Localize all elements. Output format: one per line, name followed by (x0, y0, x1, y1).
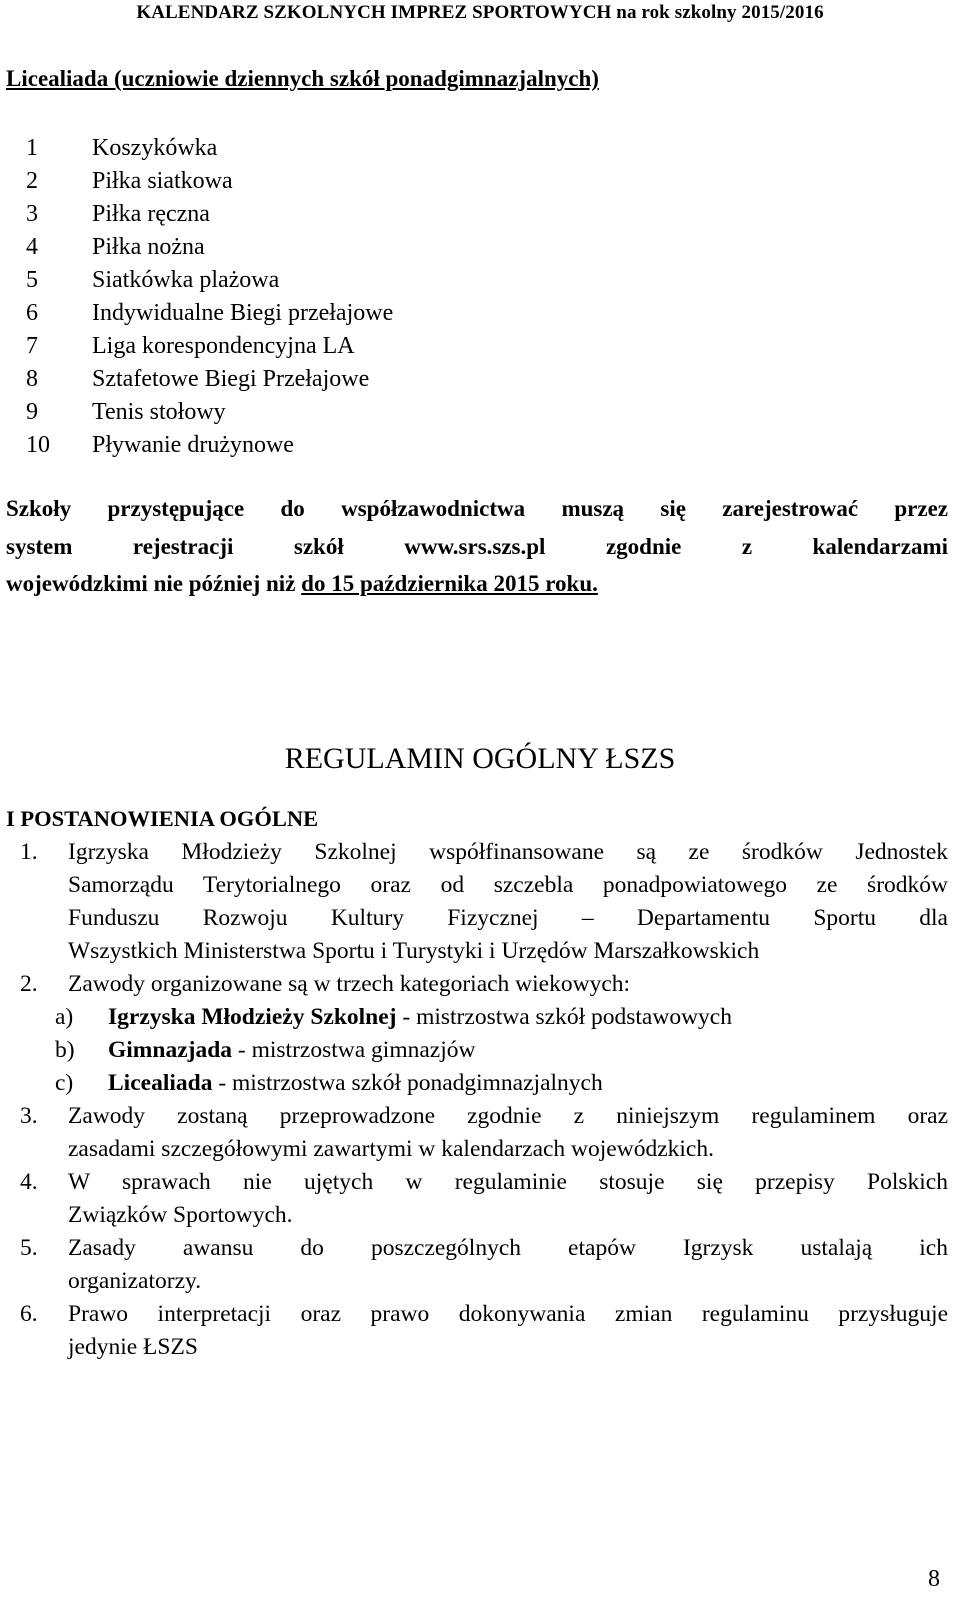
notice-line: system rejestracji szkół www.srs.szs.pl zgodnie z kalendarzami (6, 533, 948, 559)
item-label: Siatkówka plażowa (92, 267, 280, 293)
rules-list (0, 836, 960, 1364)
category-description: - mistrzostwa szkół podstawowych (396, 1004, 732, 1030)
item-label: Koszykówka (92, 135, 218, 161)
rule-line: Wszystkich Ministerstwa Sportu i Turystyki i Urzędów Marszałkowskich (68, 938, 760, 964)
category-label: a) (55, 1004, 74, 1030)
item-number: 2 (26, 168, 38, 194)
rule-line: Samorządu Terytorialnego oraz od szczebla ponadpowiatowego ze środków (68, 872, 948, 898)
item-number: 1 (26, 135, 38, 161)
rule-number: 1. (20, 839, 38, 865)
licealiada-subtitle: Licealiada (uczniowie dziennych szkół ponadgimnazjalnych) (6, 66, 599, 91)
rule-item (0, 1166, 960, 1232)
item-number: 5 (26, 267, 38, 293)
item-label: Liga korespondencyjna LA (92, 333, 355, 359)
rule-line: Igrzyska Młodzieży Szkolnej współfinansowane są ze środków Jednostek (68, 839, 948, 865)
item-label: Indywidualne Biegi przełajowe (92, 300, 394, 326)
rule-line: organizatorzy. (68, 1268, 202, 1294)
list-item (26, 429, 393, 462)
registration-deadline: do 15 października 2015 roku. (301, 571, 598, 596)
category-name: Gimnazjada (108, 1037, 233, 1063)
list-item (26, 264, 393, 297)
list-item (26, 132, 393, 165)
category-name: Licealiada (108, 1070, 213, 1096)
item-label: Sztafetowe Biegi Przełajowe (92, 366, 370, 392)
rule-number: 4. (20, 1169, 38, 1195)
item-number: 3 (26, 201, 38, 227)
rule-item (0, 968, 960, 1001)
list-item (26, 363, 393, 396)
rule-number: 3. (20, 1103, 38, 1129)
regulation-title-text: REGULAMIN OGÓLNY ŁSZS (284, 742, 676, 775)
document-header: KALENDARZ SZKOLNYCH IMPREZ SPORTOWYCH na rok szkolny 2015/2016 (136, 2, 824, 23)
rule-item (0, 1232, 960, 1298)
rule-line: W sprawach nie ujętych w regulaminie stosuje się przepisy Polskich (68, 1169, 948, 1195)
item-number: 6 (26, 300, 38, 326)
list-item (26, 198, 393, 231)
rule-line: jedynie ŁSZS (68, 1334, 198, 1360)
category-item (0, 1067, 960, 1100)
category-item (0, 1001, 960, 1034)
regulation-title (0, 742, 960, 776)
item-label: Pływanie drużynowe (92, 432, 294, 458)
item-label: Piłka ręczna (92, 201, 210, 227)
rule-line: zasadami szczegółowymi zawartymi w kalendarzach wojewódzkich. (68, 1136, 714, 1162)
notice-text: wojewódzkimi nie później niż (6, 571, 302, 596)
category-label: c) (55, 1070, 74, 1096)
rule-number: 6. (20, 1301, 38, 1327)
item-number: 7 (26, 333, 38, 359)
item-label: Piłka siatkowa (92, 168, 233, 194)
rule-number: 2. (20, 971, 38, 997)
rule-line: Zasady awansu do poszczególnych etapów Igrzysk ustalają ich (68, 1235, 948, 1261)
list-item (26, 231, 393, 264)
list-item (26, 396, 393, 429)
registration-notice (6, 490, 948, 603)
item-label: Piłka nożna (92, 234, 205, 260)
rule-line: Związków Sportowych. (68, 1202, 293, 1228)
notice-line: Szkoły przystępujące do współzawodnictwa muszą się zarejestrować przez (6, 496, 948, 521)
notice-line (6, 571, 598, 596)
list-item (26, 165, 393, 198)
sports-list (26, 132, 393, 462)
category-name: Igrzyska Młodzieży Szkolnej (108, 1004, 397, 1030)
category-item (0, 1034, 960, 1067)
rule-line: Zawody zostaną przeprowadzone zgodnie z niniejszym regulaminem oraz (68, 1103, 948, 1129)
item-number: 8 (26, 366, 38, 392)
item-number: 9 (26, 399, 38, 425)
section-title: I POSTANOWIENIA OGÓLNE (6, 806, 319, 831)
category-label: b) (55, 1037, 75, 1063)
list-item (26, 330, 393, 363)
item-number: 10 (26, 432, 50, 458)
rule-item (0, 836, 960, 968)
rule-text: Zawody organizowane są w trzech kategoriach wiekowych: (68, 971, 631, 997)
rule-line: Prawo interpretacji oraz prawo dokonywania zmian regulaminu przysługuje (68, 1301, 948, 1327)
category-description: - mistrzostwa szkół ponadgimnazjalnych (212, 1070, 603, 1096)
rule-item (0, 1100, 960, 1166)
item-label: Tenis stołowy (92, 399, 226, 425)
rule-item (0, 1298, 960, 1364)
list-item (26, 297, 393, 330)
rule-line: Funduszu Rozwoju Kultury Fizycznej – Departamentu Sportu dla (68, 905, 948, 931)
item-number: 4 (26, 234, 38, 260)
page-number: 8 (928, 1566, 940, 1592)
category-description: - mistrzostwa gimnazjów (232, 1037, 476, 1063)
rule-number: 5. (20, 1235, 38, 1261)
